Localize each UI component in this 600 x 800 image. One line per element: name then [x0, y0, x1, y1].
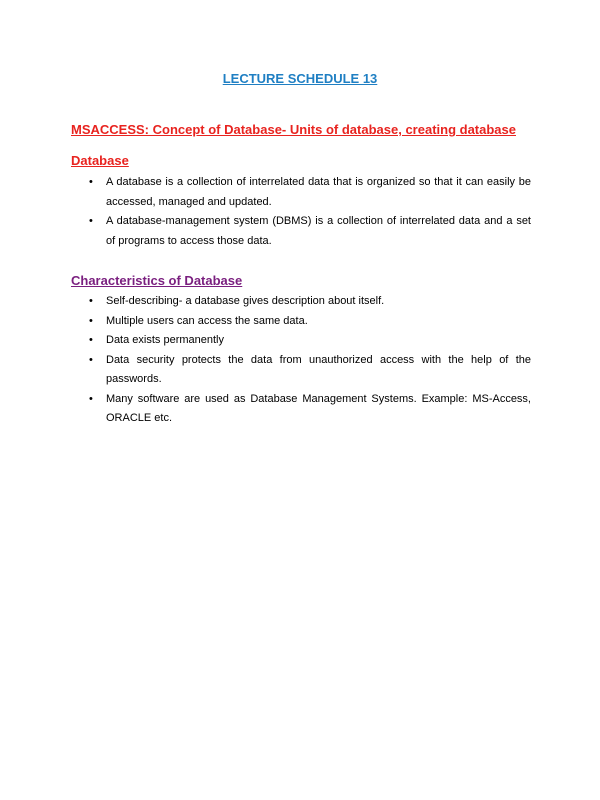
- database-heading: Database: [71, 153, 129, 168]
- bullet-icon: •: [89, 314, 93, 327]
- list-item: [86, 292, 531, 312]
- list-item-text: Multiple users can access the same data.: [106, 314, 308, 327]
- list-item-text: Self-describing- a database gives description about itself.: [106, 295, 385, 307]
- database-bullet-list: [86, 173, 531, 251]
- bullet-icon: •: [89, 353, 93, 366]
- bullet-icon: •: [89, 215, 93, 227]
- bullet-icon: •: [89, 295, 93, 307]
- bullet-icon: •: [89, 334, 93, 346]
- list-item-text: Data security protects the data from unauthorized access with the help of the passwords.: [106, 353, 531, 385]
- lecture-title: LECTURE SCHEDULE 13: [222, 71, 378, 86]
- list-item: [86, 212, 531, 251]
- list-item-text: Data exists permanently: [106, 334, 224, 346]
- topic-heading: MSACCESS: Concept of Database- Units of database, creating database: [71, 122, 516, 137]
- list-item: [86, 312, 531, 332]
- characteristics-bullet-list: [86, 292, 531, 429]
- bullet-icon: •: [89, 392, 93, 405]
- list-item: [86, 331, 531, 351]
- list-item-text: A database is a collection of interrelated data that is organized so that it can easily be accessed, managed and updated.: [106, 176, 531, 208]
- bullet-icon: •: [89, 176, 93, 188]
- list-item: [86, 173, 531, 212]
- characteristics-heading: Characteristics of Database: [71, 273, 243, 288]
- list-item: [86, 351, 531, 390]
- list-item-text: Many software are used as Database Management Systems. Example: MS-Access, ORACLE etc.: [106, 392, 531, 424]
- list-item-text: A database-management system (DBMS) is a collection of interrelated data and a set of programs to access those data.: [106, 215, 531, 247]
- list-item: [86, 390, 531, 429]
